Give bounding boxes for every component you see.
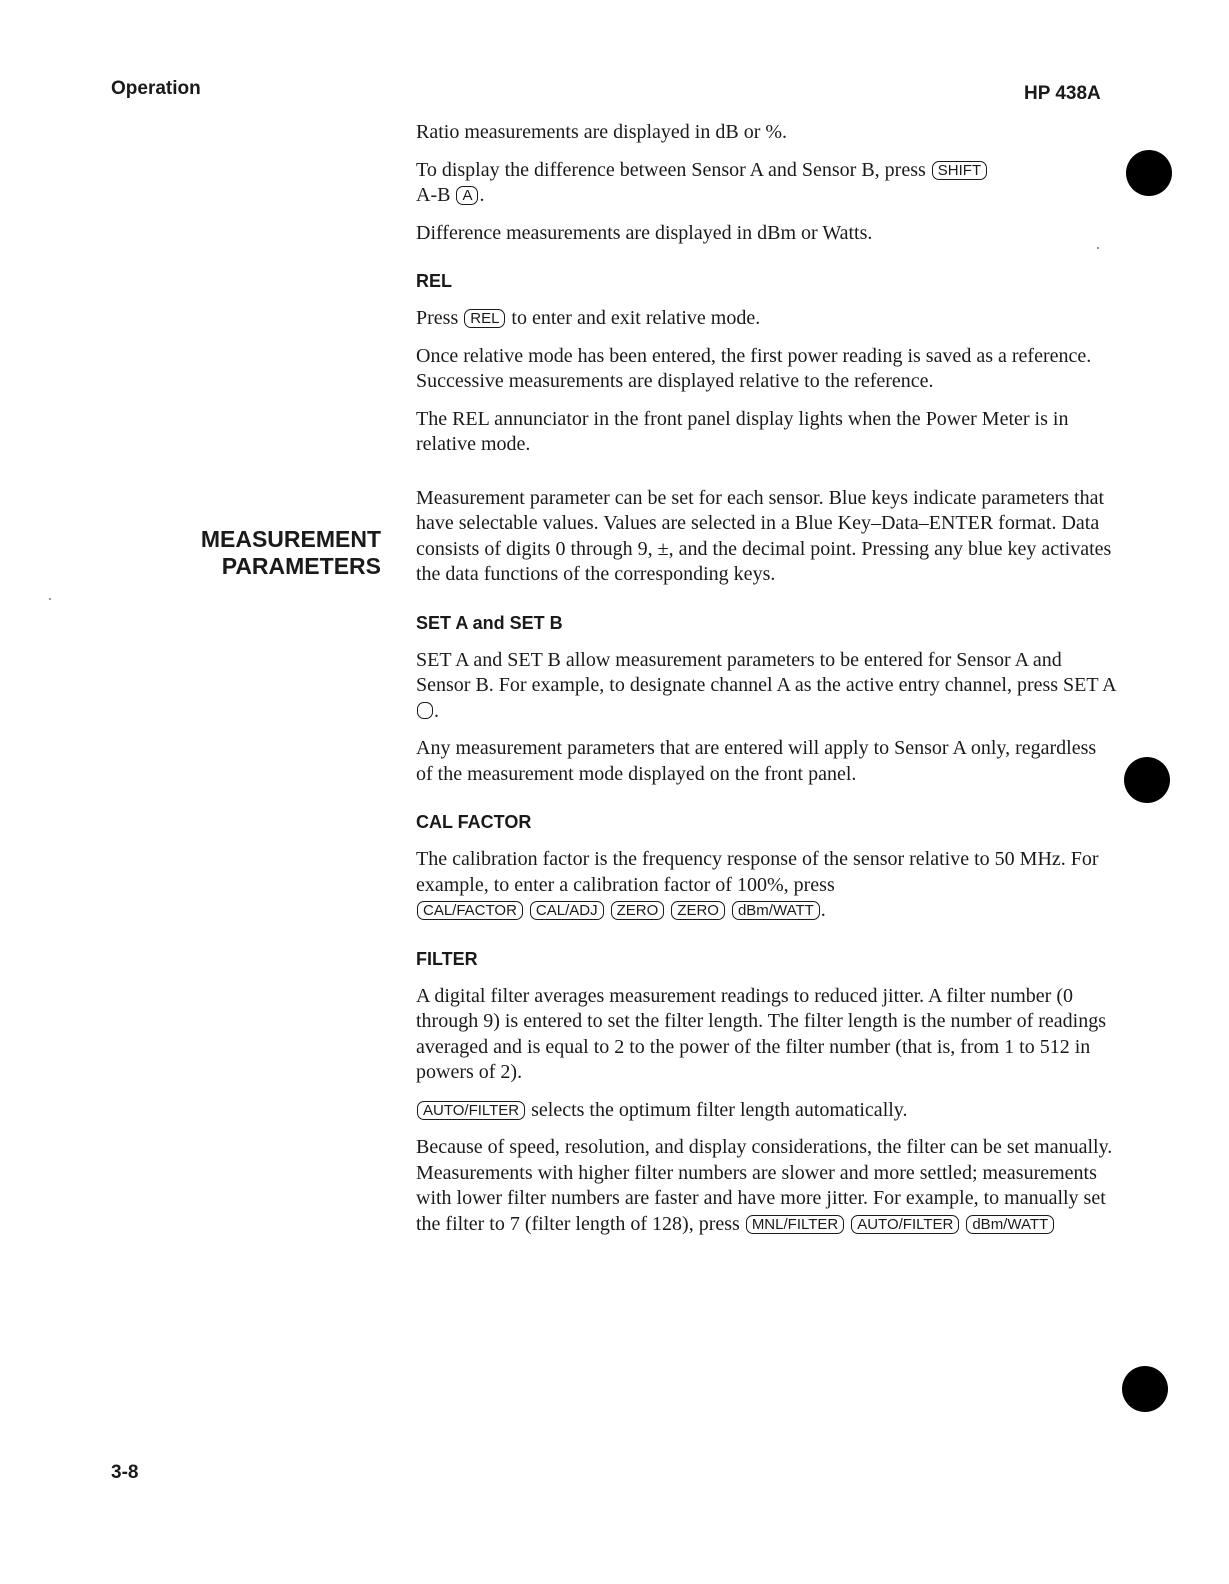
running-header-left: Operation xyxy=(111,78,201,99)
section-title-line1: MEASUREMENT xyxy=(200,526,381,552)
auto-filter-key: AUTO/FILTER xyxy=(417,1101,525,1120)
dbm-watt-key: dBm/WATT xyxy=(966,1215,1054,1234)
cal-factor-heading: CAL FACTOR xyxy=(416,812,532,832)
section-title-line2: PARAMETERS xyxy=(221,553,381,579)
cal-factor-paragraph: The calibration factor is the frequency response of the sensor relative to 50 MHz. For example, to enter a calibration factor of 100%, press CAL/FACTOR CAL/ADJ ZERO ZERO dBm/WATT . xyxy=(416,848,1099,921)
set-a-b-heading: SET A and SET B xyxy=(416,612,563,633)
filter-heading: FILTER xyxy=(416,948,478,969)
shift-key: SHIFT xyxy=(932,161,987,180)
binder-hole-top xyxy=(1126,150,1172,196)
zero-key: ZERO xyxy=(611,901,665,920)
main-content xyxy=(416,120,1116,1249)
auto-filter-paragraph: AUTO/FILTER selects the optimum filter length automatically. xyxy=(416,1098,1116,1124)
binder-hole-bottom xyxy=(1122,1366,1168,1412)
blank-key xyxy=(417,702,433,719)
measurement-parameters-paragraph: Measurement parameter can be set for each sensor. Blue keys indicate parameters that have selectable values. Values are selected in a Blue Key–Data–ENTER format. Data consists of digits 0 through 9, ±, and the decimal point. Pressing any blue key activates the data functions of the corresponding keys. xyxy=(416,486,1112,585)
mnl-filter-key: MNL/FILTER xyxy=(746,1215,844,1234)
section-title xyxy=(150,526,381,580)
auto-filter-key: AUTO/FILTER xyxy=(851,1215,959,1234)
rel-annunciator-paragraph: The REL annunciator in the front panel display lights when the Power Meter is in relative mode. xyxy=(416,407,1069,455)
a-key: A xyxy=(456,186,478,205)
ratio-paragraph: Ratio measurements are displayed in dB or %. xyxy=(416,121,788,143)
cal-factor-key: CAL/FACTOR xyxy=(417,901,523,920)
difference-paragraph: To display the difference between Sensor A and Sensor B, press SHIFT A-B A . xyxy=(416,158,1116,209)
rel-key: REL xyxy=(464,309,505,328)
manual-filter-paragraph: Because of speed, resolution, and display considerations, the filter can be set manually. Measurements with higher filter numbers are slower and more settled; measurements with lower filter numbers are faster and have more jitter. For example, to manually set the filter to 7 (filter length of 128), press MNL/FILTER AUTO/FILTER dBm/WATT xyxy=(416,1136,1113,1235)
page-number: 3-8 xyxy=(111,1462,139,1483)
filter-paragraph: A digital filter averages measurement readings to reduced jitter. A filter number (0 through 9) is entered to set the filter length. The filter length is the number of readings averaged and is equal to 2 to the power of the filter number (that is, from 1 to 512 in powers of 2). xyxy=(416,984,1106,1083)
running-header-right: HP 438A xyxy=(1024,83,1101,104)
scan-speck xyxy=(49,598,51,600)
binder-hole-middle xyxy=(1124,757,1170,803)
sensor-a-paragraph: Any measurement parameters that are entered will apply to Sensor A only, regardless of the measurement mode displayed on the front panel. xyxy=(416,737,1097,785)
difference-units-paragraph: Difference measurements are displayed in dBm or Watts. xyxy=(416,221,873,244)
rel-paragraph: Press REL to enter and exit relative mode. xyxy=(416,307,761,329)
dbm-watt-key: dBm/WATT xyxy=(732,901,820,920)
cal-adj-key: CAL/ADJ xyxy=(530,901,604,920)
rel-heading: REL xyxy=(416,271,452,291)
zero-key: ZERO xyxy=(671,901,725,920)
set-a-b-paragraph: SET A and SET B allow measurement parameters to be entered for Sensor A and Sensor B. For example, to designate channel A as the active entry channel, press SET A . xyxy=(416,648,1116,722)
rel-reference-paragraph: Once relative mode has been entered, the first power reading is saved as a reference. Successive measurements are displayed relative to the reference. xyxy=(416,344,1092,392)
